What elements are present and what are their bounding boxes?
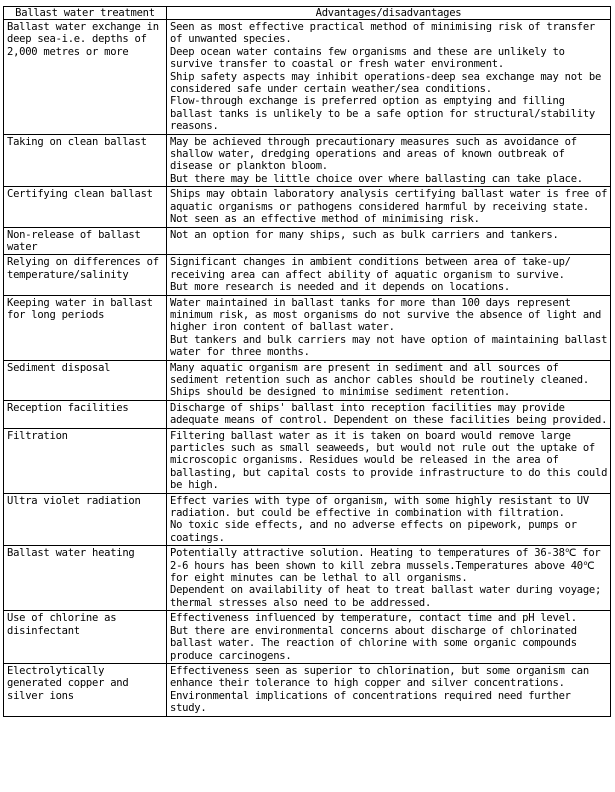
table-row <box>4 428 611 493</box>
advantage-paragraph: Environmental implications of concentrations required need further study. <box>170 689 571 715</box>
table-row <box>4 663 611 716</box>
advantage-paragraph: Effectiveness influenced by temperature, contact time and pH level. <box>170 612 577 625</box>
table-row <box>4 187 611 227</box>
advantage-paragraph: Effect varies with type of organism, with some highly resistant to UV radiation. but could be effective in combination with filtration. <box>170 494 589 520</box>
advantage-paragraph: Significant changes in ambient conditions between area of take-up/ receiving area can affect ability of aquatic organism to survive. <box>170 256 571 281</box>
advantages-cell <box>167 546 611 611</box>
advantage-paragraph: Ship safety aspects may inhibit operations-deep sea exchange may not be considered safe under certain weather/sea conditions. <box>170 70 602 96</box>
advantages-cell <box>167 611 611 664</box>
advantages-cell <box>167 134 611 187</box>
table-row <box>4 400 611 428</box>
treatment-cell: Ballast water heating <box>4 546 167 611</box>
advantage-paragraph: Discharge of ships' ballast into reception facilities may provide adequate means of control. Dependent on these facilities being provided. <box>170 401 608 427</box>
advantage-paragraph: But there may be little choice over where ballasting can take place. <box>170 172 583 185</box>
advantage-paragraph: Ships may obtain laboratory analysis certifying ballast water is free of aquatic organisms or pathogens considered harmful by receiving state. <box>170 188 608 213</box>
document-page <box>3 6 610 717</box>
advantage-paragraph: Not an option for many ships, such as bulk carriers and tankers. <box>170 228 559 241</box>
advantage-paragraph: Effectiveness seen as superior to chlorination, but some organism can enhance their tolerance to high copper and silver concentrations. <box>170 664 589 690</box>
treatment-cell: Reception facilities <box>4 400 167 428</box>
table-header-row <box>4 7 611 20</box>
column-header-advantages: Advantages/disadvantages <box>167 7 611 20</box>
table-row <box>4 134 611 187</box>
treatment-cell: Use of chlorine as disinfectant <box>4 611 167 664</box>
table-row <box>4 546 611 611</box>
advantage-paragraph: Seen as most effective practical method of minimising risk of transfer of unwanted species. <box>170 21 596 46</box>
treatment-cell: Keeping water in ballast for long periods <box>4 295 167 360</box>
advantages-cell <box>167 493 611 546</box>
advantages-cell <box>167 20 611 135</box>
advantage-paragraph: But tankers and bulk carriers may not have option of maintaining ballast water for three months. <box>170 333 608 359</box>
advantage-paragraph: Dependent on availability of heat to treat ballast water during voyage; thermal stresses also need to be addressed. <box>170 584 602 609</box>
table-row <box>4 227 611 255</box>
table-row <box>4 493 611 546</box>
table-row <box>4 295 611 360</box>
advantages-cell <box>167 400 611 428</box>
advantage-paragraph: No toxic side effects, and no adverse effects on pipework, pumps or coatings. <box>170 519 577 544</box>
advantage-paragraph: Potentially attractive solution. Heating to temperatures of 36-38℃ for 2-6 hours has been shown to kill zebra mussels.Temperatures above 40℃ for eight minutes can be lethal to all organisms. <box>170 547 601 585</box>
advantages-cell <box>167 663 611 716</box>
advantage-paragraph: Not seen as an effective method of minimising risk. <box>170 213 480 226</box>
table-row <box>4 20 611 135</box>
treatment-cell: Taking on clean ballast <box>4 134 167 187</box>
column-header-treatment: Ballast water treatment <box>4 7 167 20</box>
treatment-cell: Electrolytically generated copper and silver ions <box>4 663 167 716</box>
advantages-cell <box>167 295 611 360</box>
advantages-cell <box>167 255 611 295</box>
table-row <box>4 611 611 664</box>
advantage-paragraph: Water maintained in ballast tanks for more than 100 days represent minimum risk, as most organisms do not survive the absence of light and higher iron content of ballast water. <box>170 296 602 334</box>
advantage-paragraph: Deep ocean water contains few organisms and these are unlikely to survive transfer to coastal or fresh water environment. <box>170 45 565 71</box>
advantage-paragraph: But there are environmental concerns about discharge of chlorinated ballast water. The reaction of chlorine with some organic compounds produce carcinogens. <box>170 624 577 662</box>
treatment-cell: Sediment disposal <box>4 360 167 400</box>
advantage-paragraph: Filtering ballast water as it is taken on board would remove large particles such as small seaweeds, but would not rule out the uptake of microscopic organisms. Residues would be released in the area of ballasting, but capital costs to provide infrastructure to do this could be high. <box>170 429 608 492</box>
advantages-cell <box>167 187 611 227</box>
advantages-cell <box>167 227 611 255</box>
advantage-paragraph: But more research is needed and it depends on locations. <box>170 281 511 294</box>
table-row <box>4 360 611 400</box>
advantage-paragraph: May be achieved through precautionary measures such as avoidance of shallow water, dredging operations and areas of known outbreak of disease or plankton bloom. <box>170 135 577 173</box>
advantage-paragraph: Ships should be designed to minimise sediment retention. <box>170 386 511 399</box>
treatment-cell: Relying on differences of temperature/salinity <box>4 255 167 295</box>
advantage-paragraph: Many aquatic organism are present in sediment and all sources of sediment retention such as anchor cables should be routinely cleaned. <box>170 361 589 386</box>
treatment-cell: Ballast water exchange in deep sea-i.e. depths of 2,000 metres or more <box>4 20 167 135</box>
table-row <box>4 255 611 295</box>
treatment-cell: Certifying clean ballast <box>4 187 167 227</box>
ballast-treatment-table <box>3 6 611 717</box>
advantages-cell <box>167 428 611 493</box>
treatment-cell: Ultra violet radiation <box>4 493 167 546</box>
advantages-cell <box>167 360 611 400</box>
advantage-paragraph: Flow-through exchange is preferred option as emptying and filling ballast tanks is unlikely to be a safe option for structural/stability reasons. <box>170 95 596 133</box>
treatment-cell: Non-release of ballast water <box>4 227 167 255</box>
treatment-cell: Filtration <box>4 428 167 493</box>
